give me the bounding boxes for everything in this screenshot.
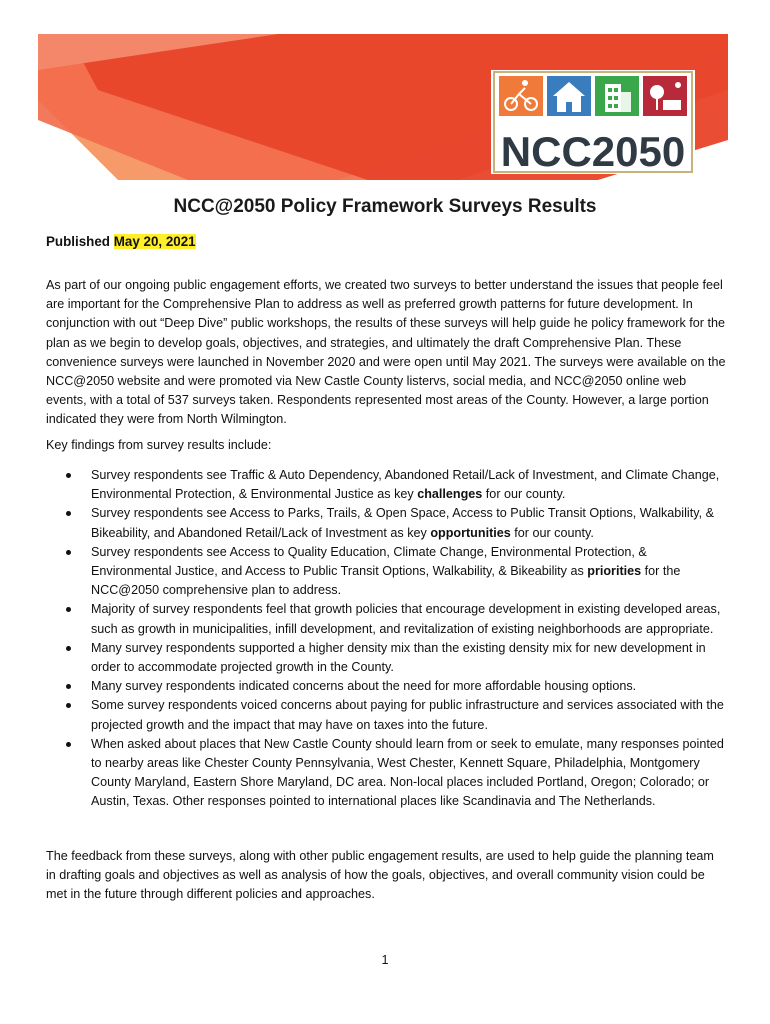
list-item: Survey respondents see Access to Parks, Trails, & Open Space, Access to Public Transit Options, Walkability, & Bikeability, and Abandoned Retail/Lack of Investment as key opportunities for our county. [46, 504, 726, 542]
page-number: 1 [381, 953, 389, 967]
bullet-icon [66, 742, 71, 747]
bicycle-icon [499, 76, 543, 116]
bullet-icon [66, 684, 71, 689]
published-date: May 20, 2021 [113, 234, 196, 249]
published-line [46, 234, 196, 249]
bullet-icon [66, 646, 71, 651]
findings-list [46, 466, 726, 812]
bullet-icon [66, 473, 71, 478]
closing-paragraph: The feedback from these surveys, along with other public engagement results, are used to help guide the planning team in drafting goals and objectives as well as analysis of how the goals, objectives, and overall community vision could be met in the future through different policies and approaches. [46, 849, 714, 902]
published-label: Published [46, 234, 110, 249]
key-findings-heading: Key findings from survey results include: [46, 438, 272, 452]
list-item: Many survey respondents indicated concerns about the need for more affordable housing options. [46, 677, 726, 696]
office-building-icon [595, 76, 639, 116]
bullet-icon [66, 703, 71, 708]
bullet-icon [66, 511, 71, 516]
list-item: Survey respondents see Access to Quality Education, Climate Change, Environmental Protection, & Environmental Justice, and Access to Public Transit Options, Walkability, & Bikeability as priorities for the NCC@2050 comprehensive plan to address. [46, 543, 726, 601]
list-item: Survey respondents see Traffic & Auto Dependency, Abandoned Retail/Lack of Investment, and Climate Change, Environmental Protection, & Environmental Justice as key challenges for our county. [46, 466, 726, 504]
list-item: Majority of survey respondents feel that growth policies that encourage development in existing developed areas, such as growth in municipalities, infill development, and revitalization of existing neighborhoods are appropriate. [46, 600, 726, 638]
list-item: Some survey respondents voiced concerns about paying for public infrastructure and services associated with the projected growth and the impact that may have on taxes into the future. [46, 696, 726, 734]
intro-paragraph: As part of our ongoing public engagement efforts, we created two surveys to better understand the issues that people feel are important for the Comprehensive Plan to address as well as preferred growth patterns for future development. In conjunction with out “Deep Dive” public workshops, the results of these surveys will help guide he policy framework for the plan as we begin to develop goals, objectives, and strategies, and ultimately the draft Comprehensive Plan. These convenience surveys were launched in November 2020 and were open until May 2021. The surveys were available on the NCC@2050 website and were promoted via New Castle County listervs, social media, and NCC@2050 online web events, with a total of 537 surveys taken. Respondents represented most areas of the County. However, a large portion indicated they were from North Wilmington. [46, 278, 726, 427]
logo-text: NCC2050 [500, 128, 686, 174]
list-item: When asked about places that New Castle County should learn from or seek to emulate, many responses pointed to nearby areas like Chester County Pennsylvania, West Chester, Kennett Square, Philadelphia, Montgomery County Maryland, Eastern Shore Maryland, DC area. Non-local places included Portland, Oregon; Colorado; or Austin, Texas. Other responses pointed to international places like Scandinavia and The Netherlands. [46, 735, 726, 812]
bullet-icon [66, 550, 71, 555]
bullet-icon [66, 607, 71, 612]
house-icon [547, 76, 591, 116]
park-icon [643, 76, 687, 116]
ncc2050-logo [491, 70, 695, 174]
list-item: Many survey respondents supported a higher density mix than the existing density mix for new development in order to accommodate projected growth in the County. [46, 639, 726, 677]
document-title: NCC@2050 Policy Framework Surveys Results [173, 196, 597, 217]
